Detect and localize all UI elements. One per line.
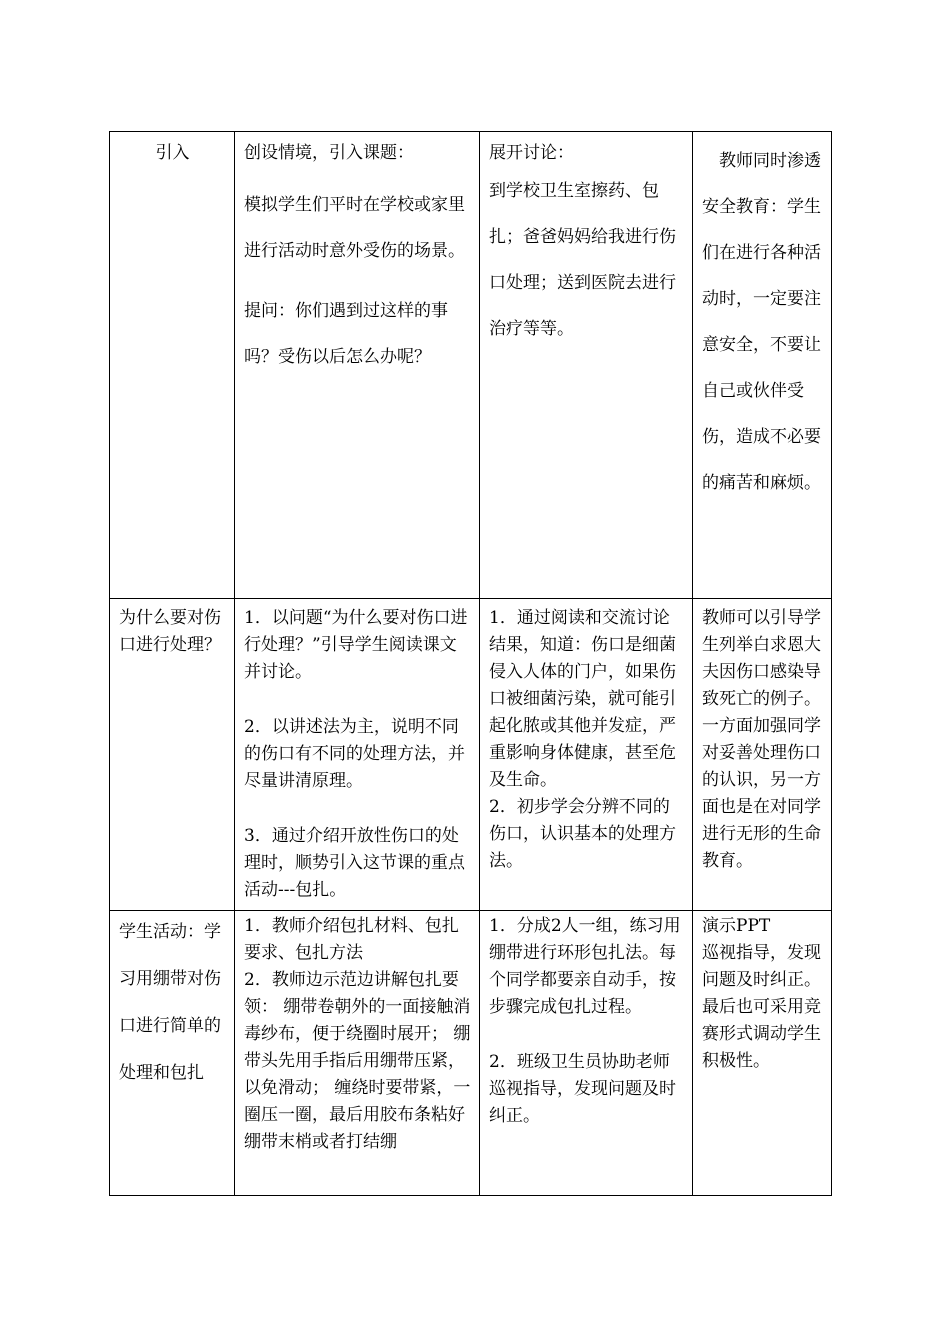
student-heading: 展开讨论： [489,143,574,163]
student-paragraph: 到学校卫生室擦药、包扎；爸爸妈妈给我进行伤口处理；送到医院去进行治疗等等。 [489,181,676,339]
design-note: 演示PPT [702,916,771,936]
table-row-student-activity [110,911,832,1196]
table-row-why-treat-wounds [110,599,832,911]
design-note: 教师同时渗透安全教育：学生们在进行各种活动时，一定要注意安全，不要让自己或伙伴受伤，造成不必要的痛苦和麻烦。 [702,151,821,493]
student-paragraph: 2．初步学会分辨不同的伤口，认识基本的处理方法。 [489,797,676,871]
student-paragraph: 1．分成2人一组，练习用绷带进行环形包扎法。每个同学都要亲自动手，按步骤完成包扎过程。 [489,916,681,1017]
design-note-cell [693,132,832,599]
teacher-activity-cell [235,599,480,911]
teacher-heading: 创设情境，引入课题： [244,143,414,163]
table-row-introduction [110,132,832,599]
teacher-paragraph: 1．教师介绍包扎材料、包扎要求、包扎方法 [244,916,459,963]
design-note: 教师可以引导学生列举白求恩大夫因伤口感染导致死亡的例子。一方面加强同学对妥善处理伤口的认识，另一方面也是在对同学进行无形的生命教育。 [702,608,821,871]
teacher-paragraph: 2．以讲述法为主，说明不同的伤口有不同的处理方法，并尽量讲清原理。 [244,717,465,791]
stage-label: 学生活动：学习用绷带对伤口进行简单的处理和包扎 [119,922,221,1083]
student-activity-cell [480,911,693,1196]
stage-label: 为什么要对伤口进行处理？ [119,608,221,655]
lesson-plan-table [109,131,832,1196]
teacher-activity-cell [235,911,480,1196]
stage-cell [110,132,235,599]
student-activity-cell [480,599,693,911]
design-note: 最后也可采用竞赛形式调动学生积极性。 [702,997,821,1071]
design-note: 巡视指导，发现问题及时纠正。 [702,943,821,990]
stage-cell [110,599,235,911]
stage-cell [110,911,235,1196]
teacher-paragraph: 模拟学生们平时在学校或家里进行活动时意外受伤的场景。 [244,195,465,261]
stage-label: 引入 [155,143,190,163]
teacher-activity-cell [235,132,480,599]
teacher-paragraph: 1．以问题“为什么要对伤口进行处理？”引导学生阅读课文并讨论。 [244,608,468,682]
teacher-paragraph: 3．通过介绍开放性伤口的处理时，顺势引入这节课的重点活动---包扎。 [244,826,465,900]
teacher-paragraph: 2．教师边示范边讲解包扎要领： 绷带卷朝外的一面接触消毒纱布，便于绕圈时展开； 绷带头先用手指后用绷带压紧，以免滑动； 缠绕时要带紧，一圈压一圈，最后用胶布条粘好绷带末梢或者打结绷 [244,970,471,1152]
student-paragraph: 2．班级卫生员协助老师巡视指导，发现问题及时纠正。 [489,1052,676,1126]
design-note-cell [693,911,832,1196]
student-activity-cell [480,132,693,599]
design-note-cell [693,599,832,911]
student-paragraph: 1．通过阅读和交流讨论结果，知道：伤口是细菌侵入人体的门户，如果伤口被细菌污染，就可能引起化脓或其他并发症，严重影响身体健康，甚至危及生命。 [489,608,676,790]
teacher-paragraph: 提问：你们遇到过这样的事吗？受伤以后怎么办呢？ [244,301,448,367]
